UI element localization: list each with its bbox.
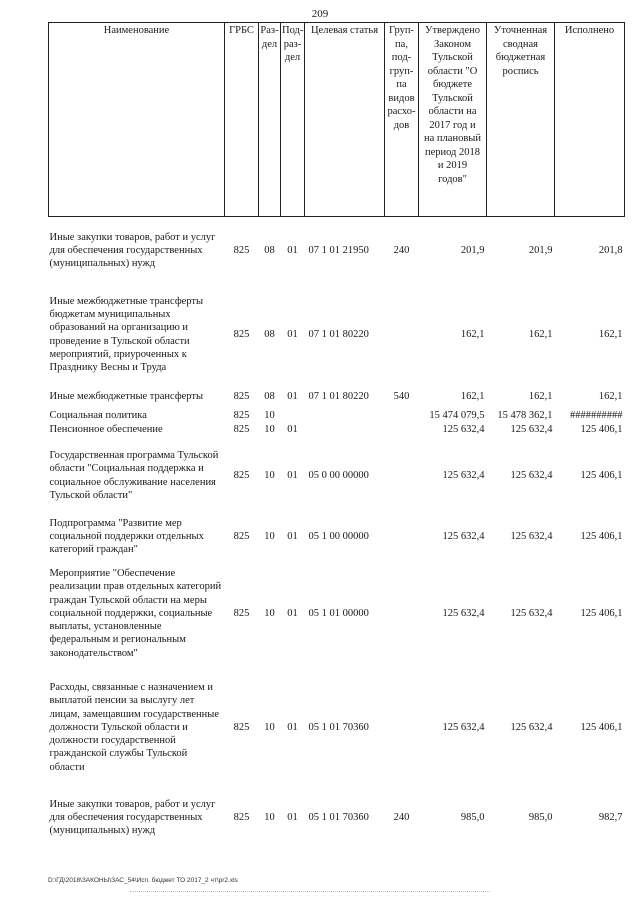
row-name: Пенсионное обеспечение [49,423,163,435]
table-row [49,409,625,423]
table-row [49,385,625,409]
row-target: 07 1 01 80220 [308,390,369,402]
row-podrazdel: 01 [287,721,298,733]
header-name: Наименование [49,23,225,217]
row-executed: 162,1 [598,328,623,340]
row-razdel: 10 [264,409,275,421]
row-podrazdel: 01 [287,469,298,481]
row-refined: 125 632,4 [510,607,553,619]
row-group: 240 [393,811,410,823]
row-refined: 125 632,4 [510,530,553,542]
file-path-footer: D:\ГД\2018\ЗАКОНЫ\ЗАС_54\Исп. бюджет ТО 2017_2 чт\pr2.xls [48,877,238,884]
row-razdel: 10 [264,423,275,435]
header-razdel: Раз- дел [259,23,281,217]
row-refined: 201,9 [528,245,553,257]
row-executed: ########## [570,409,623,421]
row-podrazdel: 01 [287,245,298,257]
row-podrazdel: 01 [287,530,298,542]
row-podrazdel: 01 [287,328,298,340]
row-target: 05 1 01 70360 [308,811,369,823]
row-grbs: 825 [233,721,250,733]
row-podrazdel [281,409,305,423]
row-razdel: 08 [264,390,275,402]
row-target: 05 1 00 00000 [308,530,369,542]
row-approved: 125 632,4 [442,469,485,481]
row-group [385,437,419,515]
table-row [49,423,625,437]
row-approved: 985,0 [460,811,485,823]
row-refined: 985,0 [528,811,553,823]
row-razdel: 10 [264,530,275,542]
row-group [385,285,419,385]
table-row [49,559,625,669]
row-group [385,559,419,669]
row-group [385,515,419,559]
row-grbs: 825 [233,409,250,421]
row-executed: 162,1 [598,390,623,402]
row-target: 07 1 01 80220 [308,328,369,340]
row-target [305,409,385,423]
row-razdel: 08 [264,328,275,340]
row-podrazdel: 01 [287,390,298,402]
row-grbs: 825 [233,245,250,257]
row-approved: 201,9 [460,245,485,257]
row-razdel: 10 [264,811,275,823]
row-name: Мероприятие "Обеспечение реализации прав отдельных категорий граждан Тульской области на меры социальной поддержки, социальные выплаты, установленные федеральным и региональным законодательством" [49,568,222,659]
row-target: 07 1 01 21950 [308,245,369,257]
row-podrazdel: 01 [287,607,298,619]
row-executed: 125 406,1 [580,721,623,733]
row-refined: 162,1 [528,390,553,402]
table-row [49,285,625,385]
row-name: Иные межбюджетные трансферты [49,390,204,402]
row-name: Иные межбюджетные трансферты бюджетам муниципальных образований на организацию и проведение в Тульской области мероприятий, приуроченных к Празднику Весны и Труда [49,295,204,373]
row-razdel: 10 [264,607,275,619]
row-target: 05 0 00 00000 [308,469,369,481]
row-executed: 125 406,1 [580,607,623,619]
row-approved: 162,1 [460,390,485,402]
row-executed: 982,7 [598,811,623,823]
header-target: Целевая статья [305,23,385,217]
row-executed: 125 406,1 [580,530,623,542]
row-approved: 162,1 [460,328,485,340]
row-podrazdel: 01 [287,423,298,435]
row-executed: 125 406,1 [580,469,623,481]
header-grbs: ГРБС [225,23,259,217]
budget-table [48,22,625,849]
row-group: 540 [393,390,410,402]
row-refined: 125 632,4 [510,721,553,733]
row-refined: 125 632,4 [510,469,553,481]
table-row [49,217,625,285]
table-row [49,437,625,515]
header-refined: Уточненная сводная бюджетная роспись [487,23,555,217]
row-name: Государственная программа Тульской области "Социальная поддержка и социальное обслуживание населения Тульской области" [49,450,219,501]
row-grbs: 825 [233,530,250,542]
row-refined: 15 478 362,1 [497,409,553,421]
header-podrazdel: Под- раз- дел [281,23,305,217]
row-refined: 125 632,4 [510,423,553,435]
row-group: 240 [393,245,410,257]
row-executed: 125 406,1 [580,423,623,435]
table-row [49,787,625,849]
row-name: Расходы, связанные с назначением и выплатой пенсии за выслугу лет лицам, замещавшим государственные должности Тульской области и должности государственной гражданской службы Тульской области [49,682,220,773]
row-group [385,423,419,437]
row-podrazdel: 01 [287,811,298,823]
row-target [305,423,385,437]
row-grbs: 825 [233,390,250,402]
header-executed: Исполнено [555,23,625,217]
row-razdel: 10 [264,469,275,481]
table-header-row [49,23,625,217]
row-target: 05 1 01 70360 [308,721,369,733]
row-name: Иные закупки товаров, работ и услуг для обеспечения государственных (муниципальных) нужд [49,798,216,837]
header-approved: Утверждено Законом Тульской области "О бюджете Тульской области на 2017 год и на плановый период 2018 и 2019 годов" [419,23,487,217]
row-grbs: 825 [233,607,250,619]
row-approved: 125 632,4 [442,721,485,733]
row-grbs: 825 [233,328,250,340]
row-approved: 125 632,4 [442,607,485,619]
row-approved: 125 632,4 [442,423,485,435]
row-executed: 201,8 [598,245,623,257]
header-group: Груп- па, под- груп- па видов расхо- дов [385,23,419,217]
footer-divider [130,891,490,892]
row-name: Социальная политика [49,409,147,421]
row-name: Подпрограмма "Развитие мер социальной поддержки отдельных категорий граждан" [49,517,204,556]
row-approved: 125 632,4 [442,530,485,542]
row-grbs: 825 [233,469,250,481]
row-razdel: 08 [264,245,275,257]
table-row [49,515,625,559]
row-name: Иные закупки товаров, работ и услуг для обеспечения государственных (муниципальных) нужд [49,231,216,270]
row-grbs: 825 [233,423,250,435]
row-approved: 15 474 079,5 [429,409,485,421]
row-group [385,669,419,787]
row-group [385,409,419,423]
row-refined: 162,1 [528,328,553,340]
table-row [49,669,625,787]
row-grbs: 825 [233,811,250,823]
row-target: 05 1 01 00000 [308,607,369,619]
page-number: 209 [311,8,329,20]
row-razdel: 10 [264,721,275,733]
